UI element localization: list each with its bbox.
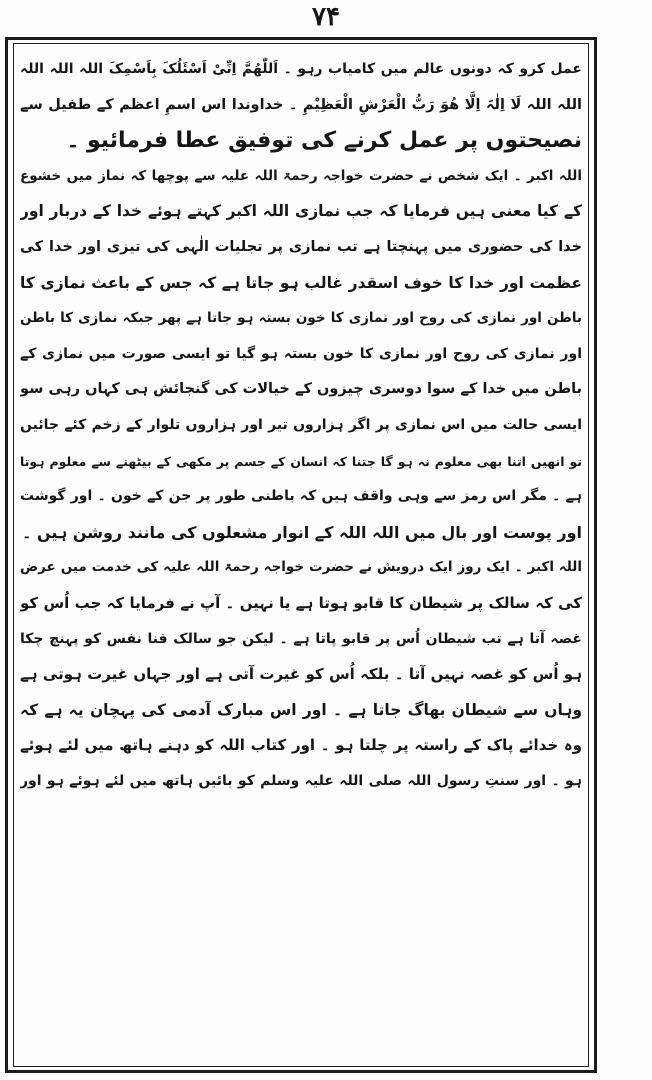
text-line-13: ہے ۔ مگر اس رمز سے وہی واقف ہیں کہ باطنی طور پر جن کے خون ۔ اور گوشت (20, 488, 582, 505)
text-line-6: خدا کی حضوری میں پہنچتا ہے تب نمازی پر تجلیات الٰہی کی تیزی اور خدا کی (20, 238, 582, 255)
text-line-15: اللہ اکبر ۔ ایک روز ایک درویش نے حضرت خواجہ رحمۃ اللہ علیہ کی خدمت میں عرض (20, 559, 582, 576)
text-line-1: عمل کرو کہ دونوں عالم میں کامیاب رہو ۔ اَللّٰھُمَّ اِنِّیْ اَسْئَلُکَ بِاَسْمِکَ اللہ اللہ اللہ (20, 61, 582, 77)
text-line-8: باطن اور نمازی کی روح اور نمازی کا خون بستہ ہو جاتا ہے پھر جبکہ نمازی کا باطن (20, 310, 582, 327)
text-line-10: باطن میں خدا کے سوا دوسری چیزوں کے خیالات کی گنجائش ہی کہاں رہی سو (20, 381, 582, 398)
text-line-11: ایسی حالت میں اس نمازی پر اگر ہزاروں تیر اور ہزاروں تلوار کے زخم کئے جائیں (20, 416, 582, 433)
text-line-9: اور نمازی کی روح اور نمازی کا خون بستہ ہو گیا تو ایسی صورت میں نمازی کے (20, 345, 582, 362)
text-line-16: کی کہ سالک پر شیطان کا قابو ہوتا ہے یا نہیں ۔ آپ نے فرمایا کہ جب اُس کو (20, 593, 582, 612)
text-line-19: وہاں سے شیطان بھاگ جاتا ہے ۔ اور اس مبارک آدمی کی پہچان یہ ہے کہ (20, 700, 582, 719)
text-line-2: اللہ اللہ لَا اِلٰہَ اِلَّا ھُوَ رَبُّ الْعَرْشِ الْعَظِیْمِ ۔ خداوندا اس اسمِ اعظم کے طفیل سے (20, 96, 582, 113)
text-line-18: ہو اُس کو غصہ نہیں آتا ۔ بلکہ اُس کو غیرت آتی ہے اور جہاں غیرت ہوتی ہے (20, 665, 582, 684)
text-line-3: نصیحتوں پر عمل کرنے کی توفیق عطا فرمائیو ۔ (66, 128, 582, 154)
text-line-17: غصہ آتا ہے تب شیطان اُس پر قابو پاتا ہے ۔ لیکن جو سالک فنا نفس کو پہنچ چکا (20, 630, 582, 647)
text-line-14: اور پوست اور بال میں اللہ اللہ کے انوار مشعلوں کی مانند روشن ہیں ۔ (22, 522, 582, 542)
text-line-20: وہ خدائے پاک کے راستہ پر چلتا ہو ۔ اور کتاب اللہ کو دہنے ہاتھ میں لئے ہوئے (20, 736, 582, 755)
text-line-7: عظمت اور خدا کا خوف اسقدر غالب ہو جاتا ہے کہ جس کے باعث نمازی کا (20, 273, 582, 292)
text-line-5: کے کیا معنی ہیں فرمایا کہ جب نمازی اللہ اکبر کہتے ہوئے خدا کے دربار اور (20, 202, 582, 221)
page-body-text (20, 52, 582, 799)
text-line-21: ہو ۔ اور سنتِ رسول اللہ صلی اللہ علیہ وسلم کو بائیں ہاتھ میں لئے ہوئے ہو اور (20, 772, 582, 789)
page-number: ۷۴ (312, 2, 340, 32)
text-line-4: اللہ اکبر ۔ ایک شخص نے حضرت خواجہ رحمۃ اللہ علیہ سے پوچھا کہ نماز میں خشوع (20, 167, 582, 184)
text-line-12: تو انھیں اتنا بھی معلوم نہ ہو گا جتنا کہ انسان کے جسم پر مکھی کے بیٹھنے سے معلوم ہوتا (20, 453, 582, 469)
